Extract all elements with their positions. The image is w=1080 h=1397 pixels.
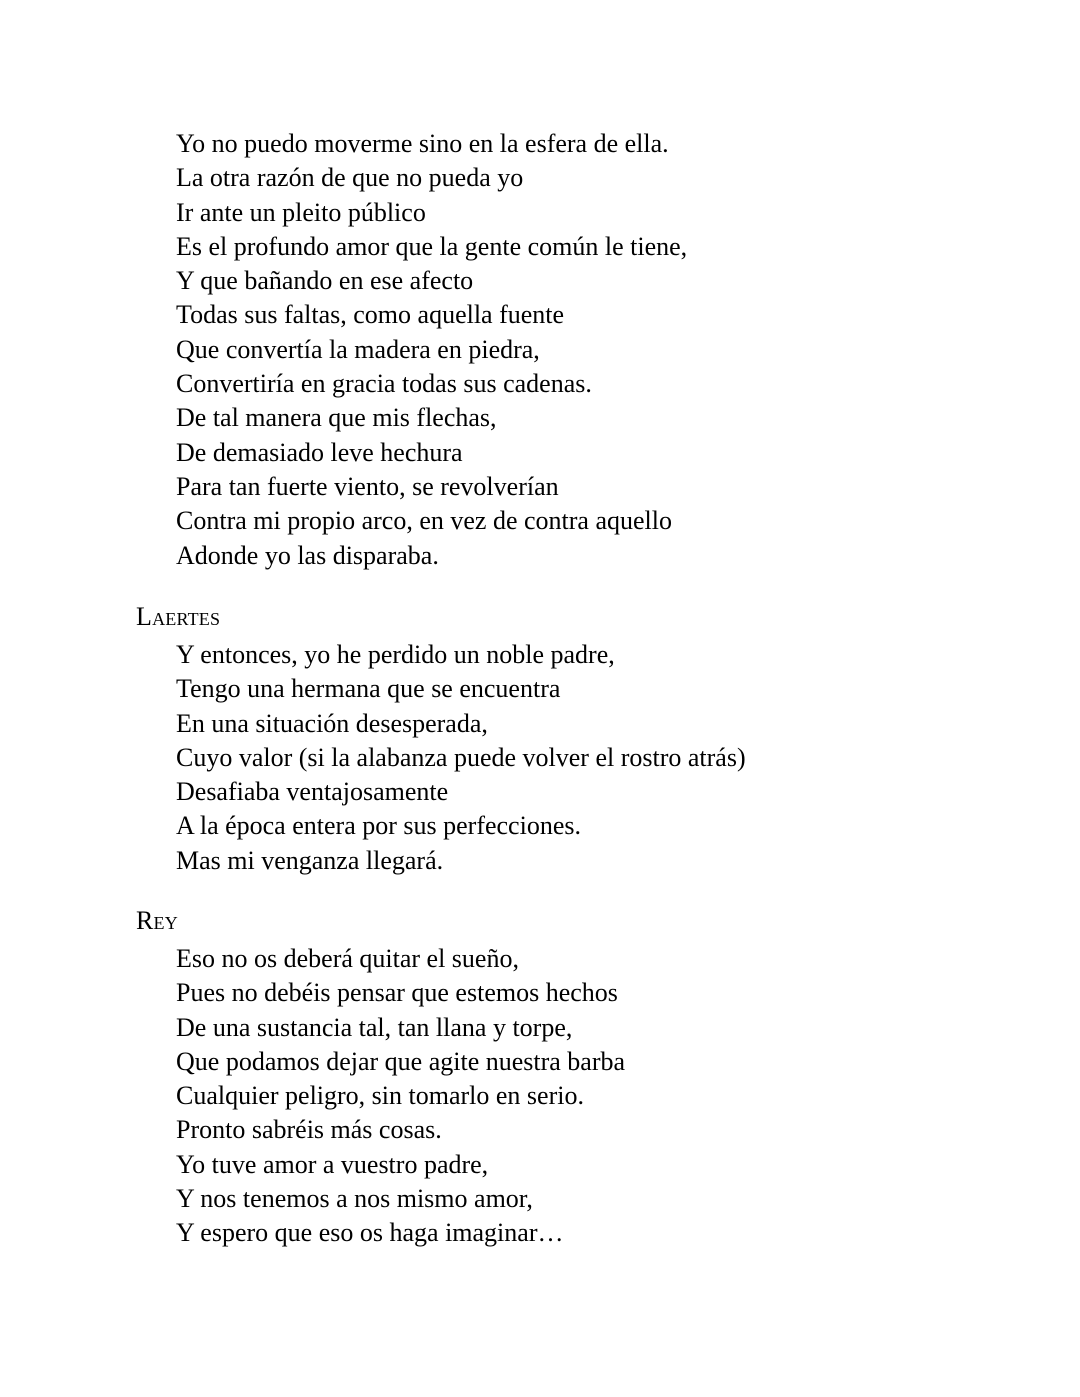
verse-line: Es el profundo amor que la gente común le tiene, bbox=[176, 231, 688, 261]
speaker-name: Rey bbox=[136, 906, 178, 935]
verse-line: Y nos tenemos a nos mismo amor, bbox=[176, 1184, 533, 1214]
speaker-name: Laertes bbox=[136, 602, 221, 631]
verse-line: Tengo una hermana que se encuentra bbox=[176, 674, 561, 704]
verse-lines bbox=[176, 127, 687, 573]
verse-line: De tal manera que mis flechas, bbox=[176, 403, 497, 433]
verse-line: Para tan fuerte viento, se revolverían bbox=[176, 471, 559, 501]
verse-line: Y espero que eso os haga imaginar… bbox=[176, 1218, 564, 1248]
verse-line: Contra mi propio arco, en vez de contra aquello bbox=[176, 506, 672, 536]
verse-line: Cualquier peligro, sin tomarlo en serio. bbox=[176, 1081, 584, 1111]
verse-line: Pues no debéis pensar que estemos hechos bbox=[176, 978, 618, 1008]
verse-line: Todas sus faltas, como aquella fuente bbox=[176, 300, 565, 330]
verse-line: Adonde yo las disparaba. bbox=[176, 540, 439, 570]
verse-line: Pronto sabréis más cosas. bbox=[176, 1115, 442, 1145]
verse-line: A la época entera por sus perfecciones. bbox=[176, 811, 581, 841]
verse-line: Eso no os deberá quitar el sueño, bbox=[176, 944, 519, 973]
verse-line: Desafiaba ventajosamente bbox=[176, 777, 449, 807]
verse-line: De demasiado leve hechura bbox=[176, 437, 463, 467]
verse-line: Yo no puedo moverme sino en la esfera de ella. bbox=[176, 129, 669, 158]
verse-line: Yo tuve amor a vuestro padre, bbox=[176, 1149, 489, 1179]
verse-line: En una situación desesperada, bbox=[176, 708, 488, 738]
verse-lines bbox=[176, 942, 625, 1251]
verse-line: De una sustancia tal, tan llana y torpe, bbox=[176, 1012, 573, 1042]
verse-line: Mas mi venganza llegará. bbox=[176, 845, 444, 875]
verse-line: Y que bañando en ese afecto bbox=[176, 266, 474, 296]
verse-line: Convertiría en gracia todas sus cadenas. bbox=[176, 369, 592, 399]
verse-line: Que convertía la madera en piedra, bbox=[176, 334, 540, 364]
verse-line: Cuyo valor (si la alabanza puede volver el rostro atrás) bbox=[176, 742, 746, 772]
verse-lines bbox=[176, 638, 746, 878]
verse-line: Que podamos dejar que agite nuestra barba bbox=[176, 1046, 626, 1076]
verse-line: Y entonces, yo he perdido un noble padre, bbox=[176, 640, 615, 669]
verse-line: Ir ante un pleito público bbox=[176, 197, 426, 227]
verse-line: La otra razón de que no pueda yo bbox=[176, 163, 524, 193]
